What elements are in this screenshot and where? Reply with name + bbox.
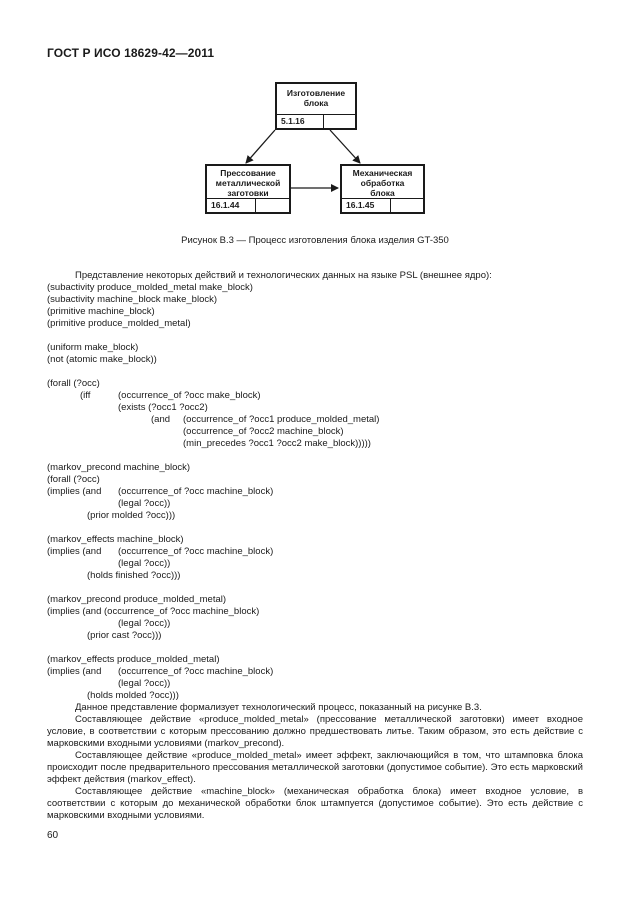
box-number: 16.1.45 [342, 199, 391, 212]
code-line: (forall (?occ) [47, 474, 100, 485]
code-line: (implies (and (occurrence_of ?occ machine_block) [47, 606, 260, 617]
code-line: (occurrence_of ?occ machine_block) [118, 486, 274, 497]
intro-text: Представление некоторых действий и технологических данных на языке PSL (внешнее ядро): [75, 270, 492, 281]
code-line: (uniform make_block) [47, 342, 139, 353]
code-line: (iff [80, 390, 91, 401]
paragraph: Составляющее действие «produce_molded_metal» имеет эффект, заключающийся в том, что штамповка блока происходит после предварительного прессования металлической заготовки (допустимое событие). Это есть марковский эффект действия (markov_effect). [47, 750, 583, 785]
code-line: (markov_effects machine_block) [47, 534, 184, 545]
code-line: (markov_precond produce_molded_metal) [47, 594, 227, 605]
page-number: 60 [47, 830, 59, 841]
code-line: (legal ?occ)) [118, 678, 171, 689]
arrow-top-to-right [330, 130, 360, 163]
box-number: 16.1.44 [207, 199, 256, 212]
code-line: (legal ?occ)) [118, 558, 171, 569]
code-line: (implies (and [47, 486, 102, 497]
paragraph: Составляющее действие «produce_molded_metal» (прессование металлической заготовки) имеет входное условие, в соответствии с которым прессованию должно предшествовать литье. Таким образом, это есть действие с марковскими входными условиями (markov_precond). [47, 714, 583, 749]
box-title: Изготовление блока [286, 88, 346, 108]
code-line: (prior cast ?occ))) [87, 630, 162, 641]
code-line: (legal ?occ)) [118, 498, 171, 509]
box-number: 5.1.16 [277, 115, 324, 128]
code-line: (holds finished ?occ))) [87, 570, 181, 581]
code-line: (occurrence_of ?occ1 produce_molded_metal) [183, 414, 380, 425]
figure-caption: Рисунок В.3 — Процесс изготовления блока изделия GT-350 [181, 235, 449, 246]
code-line: (legal ?occ)) [118, 618, 171, 629]
code-line: (implies (and [47, 546, 102, 557]
code-line: (primitive machine_block) [47, 306, 155, 317]
box-title: Механическая обработка блока [352, 168, 413, 198]
code-line: (occurrence_of ?occ2 machine_block) [183, 426, 344, 437]
box-make-block [275, 82, 357, 130]
box-molded-metal [205, 164, 291, 214]
code-line: (min_precedes ?occ1 ?occ2 make_block))))) [183, 438, 371, 449]
arrow-top-to-left [246, 130, 275, 163]
code-line: (markov_precond machine_block) [47, 462, 191, 473]
code-line: (subactivity produce_molded_metal make_block) [47, 282, 253, 293]
code-line: (forall (?occ) [47, 378, 100, 389]
code-line: (occurrence_of ?occ make_block) [118, 390, 261, 401]
code-line: (not (atomic make_block)) [47, 354, 157, 365]
code-line: (and [151, 414, 171, 425]
code-line: (occurrence_of ?occ machine_block) [118, 546, 274, 557]
paragraph: Составляющее действие «machine_block» (механическая обработка блока) имеет входное условие, в соответствии с которым до механической обработки блок штампуется (допустимое событие). Это есть действие с марковскими входными условиями. [47, 786, 583, 821]
code-line: (subactivity machine_block make_block) [47, 294, 218, 305]
box-title: Прессование металлической заготовки [215, 168, 281, 198]
box-machine-block [340, 164, 425, 214]
code-line: (primitive produce_molded_metal) [47, 318, 191, 329]
code-line: (holds molded ?occ))) [87, 690, 179, 701]
code-line: (occurrence_of ?occ machine_block) [118, 666, 274, 677]
document-header: ГОСТ Р ИСО 18629-42—2011 [47, 46, 215, 60]
code-line: (implies (and [47, 666, 102, 677]
code-line: (prior molded ?occ))) [87, 510, 176, 521]
code-line: (exists (?occ1 ?occ2) [118, 402, 208, 413]
paragraph: Данное представление формализует технологический процесс, показанный на рисунке В.3. [75, 702, 482, 713]
code-line: (markov_effects produce_molded_metal) [47, 654, 220, 665]
